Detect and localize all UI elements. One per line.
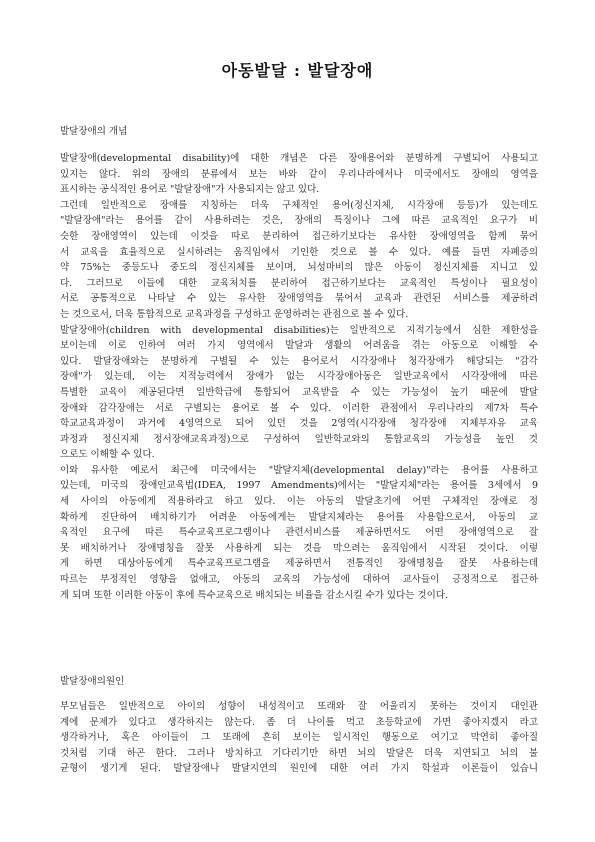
paragraph-line: 있다. 발달장애와는 분명하게 구별될 수 있는 용어로서 시각장애나 청각장애가 해당되는 "감각: [60, 355, 538, 367]
paragraph-line: 과정과 정신지체 정서장애교육과정)으로 구성하여 일반학교와의 통합교육의 가능성을 높인 것: [60, 433, 538, 445]
section-body-causes: [60, 699, 538, 777]
paragraph-line: 육적인 요구에 따른 특수교육프로그램이나 관련서비스를 제공하면서도 어떤 장애영역으로 잘: [60, 527, 538, 539]
paragraph-line: 서 교육을 효율적으로 실시하려는 움직임에서 기인한 것으로 볼 수 있다. 예를 들면 자폐증의: [60, 246, 538, 258]
paragraph-line: 이와 유사한 예로서 최근에 미국에서는 "발달지체(developmental delay)"라는 용어를 사용하고: [60, 464, 538, 476]
paragraph-line: 으로도 이해할 수 있다.: [60, 449, 155, 461]
paragraph-line: 있지는 않다. 위의 장애의 분류에서 보는 바와 같이 우리나라에서나 미국에서도 장애의 영역을: [60, 168, 538, 180]
paragraph-line: 다. 그러므로 이들에 대한 교육처치를 분리하여 접근하기보다는 교육적인 특성이나 필요성이: [60, 277, 538, 289]
paragraph-line: 게 하면 대상아동에게 특수교육프로그램을 제공하면서 전통적인 장애명칭을 잘못 사용하는데: [60, 558, 538, 570]
paragraph-line: 서로 공통적으로 나타날 수 있는 유사한 장애영역을 묶어서 교육과 관련된 서비스를 제공하려: [60, 293, 538, 305]
paragraph-line: 것처럼 기대 하곤 한다. 그러나 방치하고 기다리기만 하면 뇌의 발달은 더욱 지연되고 뇌의 불: [60, 747, 538, 759]
paragraph-line: 장애와 감각장애는 서로 구별되는 용어로 볼 수 있다. 이러한 관점에서 우리나라의 제7차 특수: [60, 402, 538, 414]
paragraph-line: 발달장애아(children with developmental disabilities)는 일반적으로 지적기능에서 심한 제한성을: [60, 324, 538, 336]
paragraph-line: 그런데 일반적으로 장애를 지칭하는 더욱 구체적인 용어(정신지체, 시각장애 등등)가 있는데도: [60, 199, 538, 211]
paragraph-line: 생각하거나, 혹은 아이들이 그 또래에 흔히 보이는 일시적인 행동으로 여기고 막연히 좋아질: [60, 732, 538, 744]
section-heading-concept: 발달장애의 개념: [60, 126, 128, 137]
paragraph-line: 보이는데 이로 인하여 여러 가지 영역에서 발달과 생활의 어려움을 겪는 아동으로 이해할 수: [60, 340, 538, 352]
paragraph-line: 학교교육과정이 과거에 4영역으로 되어 있던 것을 2영역(시각장애 청각장애 지체부자유 교육: [60, 418, 538, 430]
paragraph-line: 부모님들은 일반적으로 아이의 성향이 내성적이고 또래와 잘 어울리지 못하는 것이지 대인관: [60, 701, 538, 712]
paragraph-line: 못 배치하거나 장애명칭을 잘못 사용하게 되는 것을 막으려는 움직임에서 시작된 것이다. 이렇: [60, 542, 538, 554]
paragraph-line: 균형이 생기게 된다. 발달장애나 발달지연의 원인에 대한 여러 가지 학설과 이론들이 있습니: [60, 763, 538, 775]
paragraph-line: 발달장애(developmental disability)에 대한 개념은 다른 장애용어와 분명하게 구별되어 사용되고: [60, 153, 538, 164]
paragraph-line: 슷한 장애영역이 있는데 이것을 따로 분리하여 접근하기보다는 유사한 장애영역을 함께 묶어: [60, 230, 538, 242]
paragraph-line: 약 75%는 중등도나 중도의 정신지체를 보이며, 뇌성마비의 많은 아동이 정신지체를 지니고 있: [60, 262, 538, 274]
section-heading-causes: 발달장애의원인: [60, 676, 125, 687]
paragraph-line: 특별한 교육이 제공된다면 일반학급에 통합되어 교육받을 수 있는 가능성이 높기 때문에 발달: [60, 386, 538, 398]
paragraph-line: 계에 문제가 있다고 생각하지는 않는다. 좀 더 나이를 먹고 초등학교에 가면 좋아지겠지 라고: [60, 716, 538, 728]
paragraph-line: 있는데, 미국의 장애인교육법(IDEA, 1997 Amendments)에서는 "발달지체"라는 용어를 3세에서 9: [60, 480, 538, 492]
paragraph-line: 장애"가 있는데, 이는 지적능력에서 장애가 없는 시각장애아동은 일반교육에서 시각장애에 따른: [60, 371, 538, 383]
section-body-concept: [60, 151, 538, 603]
paragraph-line: 는 것으로서, 더욱 통합적으로 교육과정을 구성하고 운영하려는 관점으로 볼 수 있다.: [60, 308, 409, 320]
paragraph-line: "발달장애"라는 용어를 같이 사용하려는 것은, 장애의 특징이나 그에 따른 교육적인 요구가 비: [60, 215, 538, 227]
paragraph-line: 게 되며 또한 이러한 아동이 후에 특수교육으로 배치되는 비율을 감소시킬 수가 있다는 것이다.: [60, 589, 448, 601]
paragraph-line: 확하게 진단하여 배치하기가 어려운 아동에게는 발달지체라는 용어를 사용함으로서, 아동의 교: [60, 511, 538, 523]
paragraph-line: 따르는 부정적인 영향을 없애고, 아동의 교육의 가능성에 대하여 교사들이 긍정적으로 접근하: [60, 574, 538, 586]
paragraph-line: 세 사이의 아동에게 적용하라고 하고 있다. 이는 아동의 발달초기에 어떤 구체적인 장애로 정: [60, 496, 538, 508]
document-title: 아동발달 : 발달장애: [221, 61, 374, 80]
paragraph-line: 표시하는 공식적인 용어로 "발달장애"가 사용되지는 않고 있다.: [60, 184, 320, 196]
